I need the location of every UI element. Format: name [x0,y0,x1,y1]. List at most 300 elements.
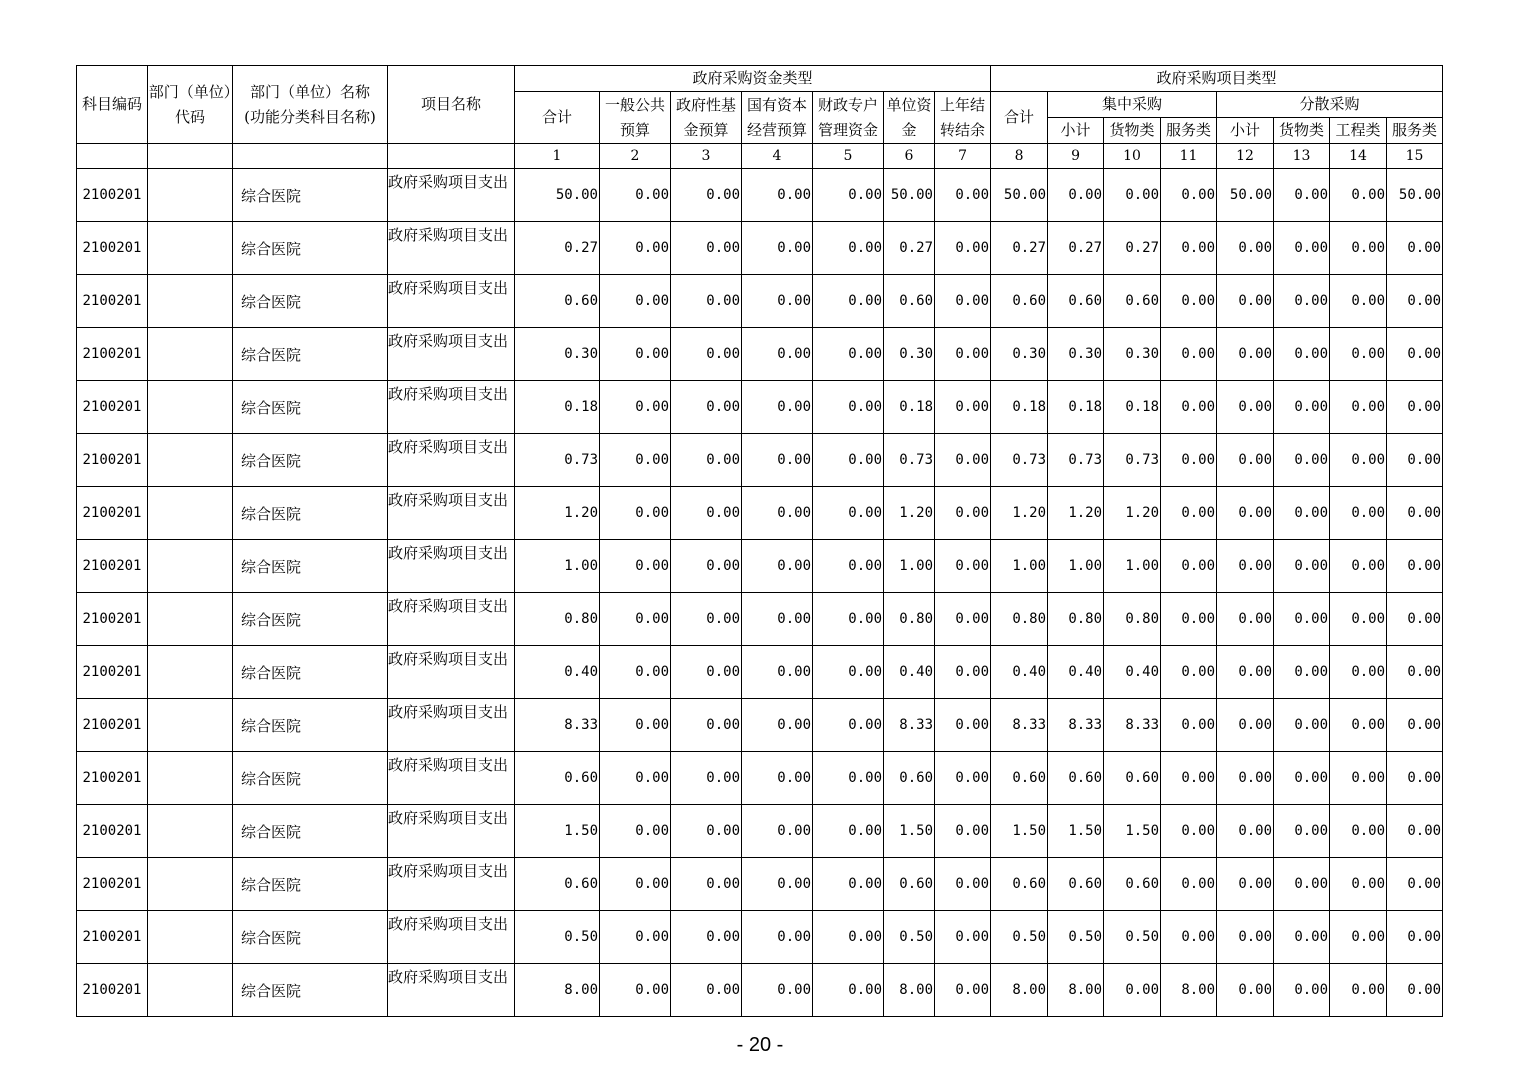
amount-cell: 0.00 [671,169,742,222]
header-code: 科目编码 [77,66,148,144]
amount-cell: 0.00 [935,699,991,752]
amount-cell: 0.60 [1104,752,1161,805]
amount-cell: 0.00 [600,858,671,911]
amount-cell: 0.00 [671,487,742,540]
project-name-text: 政府采购项目支出 [388,809,509,827]
amount-cell: 50.00 [515,169,600,222]
amount-cell: 0.00 [1274,646,1330,699]
project-name-text: 政府采购项目支出 [388,226,509,244]
amount-cell: 0.00 [742,911,813,964]
unit-name-cell: 综合医院 [233,487,388,540]
column-index: 12 [1217,144,1274,169]
amount-cell: 0.00 [1387,434,1443,487]
amount-cell: 0.00 [935,540,991,593]
amount-cell: 0.00 [813,540,884,593]
amount-cell: 0.00 [1330,805,1387,858]
subject-code-cell: 2100201 [77,593,148,646]
amount-cell: 0.00 [813,381,884,434]
dept-code-cell [148,275,233,328]
amount-cell: 0.60 [884,275,935,328]
amount-cell: 0.00 [742,964,813,1017]
amount-cell: 0.00 [813,434,884,487]
subject-code-cell: 2100201 [77,540,148,593]
amount-cell: 0.00 [1217,699,1274,752]
amount-cell: 0.00 [742,540,813,593]
amount-cell: 0.00 [600,169,671,222]
dept-code-cell [148,487,233,540]
amount-cell: 0.40 [1048,646,1104,699]
amount-cell: 0.18 [1104,381,1161,434]
index-blank [233,144,388,169]
page-number: - 20 - [736,1034,784,1056]
amount-cell: 0.00 [1387,540,1443,593]
amount-cell: 0.00 [1274,328,1330,381]
index-blank [77,144,148,169]
header-group-type: 政府采购项目类型 [991,66,1443,92]
project-name-cell [388,699,515,752]
header-c-goods: 货物类 [1104,118,1161,144]
amount-cell: 8.00 [884,964,935,1017]
header-central: 集中采购 [1048,92,1217,118]
amount-cell: 0.00 [1387,964,1443,1017]
amount-cell: 0.00 [1330,911,1387,964]
amount-cell: 0.00 [1217,540,1274,593]
column-index: 8 [991,144,1048,169]
project-name-text: 政府采购项目支出 [388,173,509,191]
amount-cell: 0.00 [1161,646,1217,699]
amount-cell: 0.73 [1104,434,1161,487]
amount-cell: 0.00 [1217,752,1274,805]
amount-cell: 0.00 [935,487,991,540]
procurement-table-container [76,65,1443,1017]
amount-cell: 8.33 [884,699,935,752]
unit-name-cell: 综合医院 [233,964,388,1017]
dept-code-cell [148,646,233,699]
header-f-fund: 政府性基金预算 [671,92,742,144]
amount-cell: 0.00 [935,911,991,964]
table-row [77,275,1443,328]
amount-cell: 0.00 [600,540,671,593]
header-f-unit: 单位资金 [884,92,935,144]
header-d-engineering: 工程类 [1330,118,1387,144]
amount-cell: 0.00 [671,646,742,699]
amount-cell: 0.00 [1217,275,1274,328]
amount-cell: 0.00 [1387,699,1443,752]
amount-cell: 0.00 [1330,328,1387,381]
header-dept-code: 部门（单位）代码 [148,66,233,144]
amount-cell: 1.20 [884,487,935,540]
amount-cell: 1.20 [515,487,600,540]
amount-cell: 0.00 [1274,752,1330,805]
amount-cell: 0.73 [1048,434,1104,487]
amount-cell: 0.00 [742,805,813,858]
project-name-text: 政府采购项目支出 [388,597,509,615]
project-name-text: 政府采购项目支出 [388,915,509,933]
amount-cell: 0.00 [1217,858,1274,911]
project-name-cell [388,328,515,381]
column-index: 6 [884,144,935,169]
dept-code-cell [148,858,233,911]
column-index: 11 [1161,144,1217,169]
amount-cell: 0.00 [671,434,742,487]
amount-cell: 0.00 [1330,752,1387,805]
table-row [77,593,1443,646]
amount-cell: 0.00 [1330,699,1387,752]
header-f-total: 合计 [515,92,600,144]
amount-cell: 0.00 [1330,381,1387,434]
amount-cell: 0.00 [600,275,671,328]
amount-cell: 0.50 [515,911,600,964]
dept-code-cell [148,222,233,275]
header-d-service: 服务类 [1387,118,1443,144]
amount-cell: 8.00 [515,964,600,1017]
amount-cell: 0.00 [813,593,884,646]
amount-cell: 0.00 [1217,487,1274,540]
amount-cell: 0.00 [1387,752,1443,805]
project-name-cell [388,487,515,540]
amount-cell: 0.00 [742,593,813,646]
amount-cell: 0.60 [1104,275,1161,328]
project-name-cell [388,434,515,487]
table-row [77,381,1443,434]
amount-cell: 0.00 [1387,805,1443,858]
subject-code-cell: 2100201 [77,752,148,805]
amount-cell: 0.00 [1330,275,1387,328]
amount-cell: 8.00 [1161,964,1217,1017]
amount-cell: 0.00 [600,434,671,487]
amount-cell: 0.00 [1274,169,1330,222]
amount-cell: 0.00 [671,911,742,964]
amount-cell: 0.00 [1217,222,1274,275]
table-row [77,646,1443,699]
amount-cell: 0.00 [1048,169,1104,222]
header-f-carry: 上年结转结余 [935,92,991,144]
amount-cell: 0.00 [671,593,742,646]
table-row [77,222,1443,275]
amount-cell: 0.73 [991,434,1048,487]
amount-cell: 0.00 [1161,911,1217,964]
table-row [77,858,1443,911]
amount-cell: 0.60 [515,275,600,328]
amount-cell: 0.00 [1217,964,1274,1017]
amount-cell: 0.30 [515,328,600,381]
amount-cell: 0.00 [813,805,884,858]
subject-code-cell: 2100201 [77,699,148,752]
project-name-text: 政府采购项目支出 [388,385,509,403]
project-name-cell [388,964,515,1017]
amount-cell: 0.00 [1330,964,1387,1017]
header-dispersed: 分散采购 [1217,92,1443,118]
amount-cell: 0.00 [1161,593,1217,646]
header-d-goods: 货物类 [1274,118,1330,144]
dept-code-cell [148,964,233,1017]
amount-cell: 0.30 [884,328,935,381]
project-name-text: 政府采购项目支出 [388,650,509,668]
header-dept-name [233,66,388,144]
amount-cell: 0.50 [1104,911,1161,964]
amount-cell: 0.00 [813,699,884,752]
amount-cell: 0.00 [671,328,742,381]
amount-cell: 0.00 [1161,275,1217,328]
unit-name-cell: 综合医院 [233,328,388,381]
amount-cell: 0.40 [991,646,1048,699]
amount-cell: 1.50 [515,805,600,858]
unit-name-cell: 综合医院 [233,169,388,222]
amount-cell: 0.18 [991,381,1048,434]
table-body [77,169,1443,1017]
index-blank [148,144,233,169]
amount-cell: 0.00 [813,328,884,381]
amount-cell: 0.00 [1330,646,1387,699]
amount-cell: 8.33 [991,699,1048,752]
amount-cell: 0.00 [1274,593,1330,646]
amount-cell: 0.00 [1330,858,1387,911]
amount-cell: 0.27 [1048,222,1104,275]
amount-cell: 0.00 [1104,169,1161,222]
amount-cell: 0.00 [813,169,884,222]
amount-cell: 0.00 [600,752,671,805]
unit-name-cell: 综合医院 [233,275,388,328]
unit-name-cell: 综合医院 [233,858,388,911]
amount-cell: 0.00 [1161,381,1217,434]
header-group-funding: 政府采购资金类型 [515,66,991,92]
amount-cell: 0.00 [935,169,991,222]
unit-name-cell: 综合医院 [233,646,388,699]
subject-code-cell: 2100201 [77,275,148,328]
amount-cell: 0.00 [935,222,991,275]
table-row [77,805,1443,858]
amount-cell: 0.60 [1104,858,1161,911]
amount-cell: 0.00 [1274,964,1330,1017]
procurement-budget-table [76,65,1443,1017]
amount-cell: 0.00 [1387,911,1443,964]
header-c-sub: 小计 [1048,118,1104,144]
subject-code-cell: 2100201 [77,646,148,699]
amount-cell: 0.00 [1217,911,1274,964]
amount-cell: 0.00 [1274,911,1330,964]
amount-cell: 0.00 [600,222,671,275]
amount-cell: 50.00 [1387,169,1443,222]
column-index: 4 [742,144,813,169]
amount-cell: 0.00 [742,646,813,699]
index-blank [388,144,515,169]
amount-cell: 0.60 [1048,858,1104,911]
amount-cell: 0.00 [1387,381,1443,434]
project-name-text: 政府采购项目支出 [388,703,509,721]
amount-cell: 0.00 [1161,328,1217,381]
amount-cell: 0.00 [742,275,813,328]
amount-cell: 1.20 [991,487,1048,540]
amount-cell: 0.60 [991,752,1048,805]
amount-cell: 0.00 [742,858,813,911]
amount-cell: 0.00 [1274,434,1330,487]
amount-cell: 0.00 [742,699,813,752]
dept-code-cell [148,593,233,646]
project-name-text: 政府采购项目支出 [388,544,509,562]
subject-code-cell: 2100201 [77,381,148,434]
column-index: 1 [515,144,600,169]
amount-cell: 8.33 [515,699,600,752]
project-name-cell [388,540,515,593]
amount-cell: 0.00 [671,275,742,328]
amount-cell: 0.30 [1104,328,1161,381]
amount-cell: 0.00 [742,328,813,381]
amount-cell: 1.50 [884,805,935,858]
amount-cell: 0.00 [671,805,742,858]
column-index: 5 [813,144,884,169]
amount-cell: 1.00 [884,540,935,593]
amount-cell: 0.00 [1387,858,1443,911]
subject-code-cell: 2100201 [77,487,148,540]
amount-cell: 0.27 [991,222,1048,275]
amount-cell: 1.00 [515,540,600,593]
amount-cell: 0.00 [935,381,991,434]
amount-cell: 0.00 [1274,805,1330,858]
amount-cell: 1.00 [1104,540,1161,593]
amount-cell: 1.50 [1104,805,1161,858]
dept-code-cell [148,381,233,434]
amount-cell: 0.00 [600,381,671,434]
amount-cell: 0.00 [600,805,671,858]
unit-name-cell: 综合医院 [233,805,388,858]
amount-cell: 0.27 [884,222,935,275]
unit-name-cell: 综合医院 [233,593,388,646]
amount-cell: 0.00 [935,275,991,328]
table-row [77,699,1443,752]
dept-code-cell [148,752,233,805]
subject-code-cell: 2100201 [77,858,148,911]
amount-cell: 0.00 [671,858,742,911]
amount-cell: 0.73 [884,434,935,487]
dept-code-cell [148,169,233,222]
unit-name-cell: 综合医院 [233,381,388,434]
header-f-state: 国有资本经营预算 [742,92,813,144]
table-row [77,540,1443,593]
table-row [77,752,1443,805]
amount-cell: 0.00 [1387,593,1443,646]
amount-cell: 0.00 [1274,858,1330,911]
amount-cell: 0.00 [813,752,884,805]
amount-cell: 0.60 [884,752,935,805]
amount-cell: 0.40 [1104,646,1161,699]
amount-cell: 0.00 [671,752,742,805]
project-name-text: 政府采购项目支出 [388,279,509,297]
unit-name-cell: 综合医院 [233,699,388,752]
column-index: 2 [600,144,671,169]
project-name-cell [388,752,515,805]
column-index: 14 [1330,144,1387,169]
amount-cell: 0.00 [1274,381,1330,434]
amount-cell: 0.60 [884,858,935,911]
project-name-text: 政府采购项目支出 [388,968,509,986]
amount-cell: 0.00 [1274,540,1330,593]
amount-cell: 0.00 [671,699,742,752]
amount-cell: 0.60 [1048,752,1104,805]
amount-cell: 0.00 [1217,646,1274,699]
amount-cell: 1.20 [1104,487,1161,540]
amount-cell: 8.00 [991,964,1048,1017]
amount-cell: 0.00 [1330,593,1387,646]
amount-cell: 0.60 [515,752,600,805]
amount-cell: 0.00 [1217,593,1274,646]
amount-cell: 0.00 [935,646,991,699]
project-name-cell [388,805,515,858]
project-name-cell [388,169,515,222]
amount-cell: 0.80 [1104,593,1161,646]
unit-name-cell: 综合医院 [233,540,388,593]
amount-cell: 0.00 [1217,805,1274,858]
table-row [77,328,1443,381]
header-f-special: 财政专户管理资金 [813,92,884,144]
amount-cell: 0.60 [991,858,1048,911]
amount-cell: 0.00 [935,752,991,805]
amount-cell: 0.00 [1387,646,1443,699]
project-name-text: 政府采购项目支出 [388,862,509,880]
amount-cell: 0.40 [515,646,600,699]
dept-code-cell [148,699,233,752]
amount-cell: 0.00 [1274,699,1330,752]
amount-cell: 1.00 [991,540,1048,593]
project-name-text: 政府采购项目支出 [388,332,509,350]
amount-cell: 0.00 [935,434,991,487]
amount-cell: 0.60 [515,858,600,911]
amount-cell: 0.00 [1104,964,1161,1017]
amount-cell: 1.50 [991,805,1048,858]
amount-cell: 0.00 [1387,328,1443,381]
amount-cell: 0.00 [935,858,991,911]
amount-cell: 8.00 [1048,964,1104,1017]
amount-cell: 0.00 [813,222,884,275]
dept-code-cell [148,328,233,381]
amount-cell: 0.27 [1104,222,1161,275]
amount-cell: 0.00 [1330,169,1387,222]
project-name-text: 政府采购项目支出 [388,438,509,456]
amount-cell: 0.00 [600,593,671,646]
amount-cell: 0.00 [1330,222,1387,275]
table-row [77,169,1443,222]
amount-cell: 0.80 [991,593,1048,646]
amount-cell: 0.00 [1274,222,1330,275]
table-row [77,487,1443,540]
amount-cell: 0.00 [742,381,813,434]
project-name-cell [388,275,515,328]
subject-code-cell: 2100201 [77,169,148,222]
amount-cell: 0.00 [1161,699,1217,752]
amount-cell: 0.00 [1161,805,1217,858]
subject-code-cell: 2100201 [77,911,148,964]
header-c-service: 服务类 [1161,118,1217,144]
amount-cell: 1.00 [1048,540,1104,593]
amount-cell: 0.00 [935,805,991,858]
amount-cell: 0.00 [813,858,884,911]
header-t-total: 合计 [991,92,1048,144]
amount-cell: 0.00 [742,752,813,805]
amount-cell: 0.00 [742,222,813,275]
amount-cell: 0.00 [935,593,991,646]
amount-cell: 0.00 [742,169,813,222]
project-name-cell [388,593,515,646]
amount-cell: 0.00 [1161,540,1217,593]
column-index: 3 [671,144,742,169]
column-index: 9 [1048,144,1104,169]
amount-cell: 0.60 [1048,275,1104,328]
subject-code-cell: 2100201 [77,222,148,275]
amount-cell: 0.50 [884,911,935,964]
amount-cell: 0.00 [1330,434,1387,487]
header-f-general: 一般公共预算 [600,92,671,144]
amount-cell: 0.00 [600,328,671,381]
subject-code-cell: 2100201 [77,434,148,487]
